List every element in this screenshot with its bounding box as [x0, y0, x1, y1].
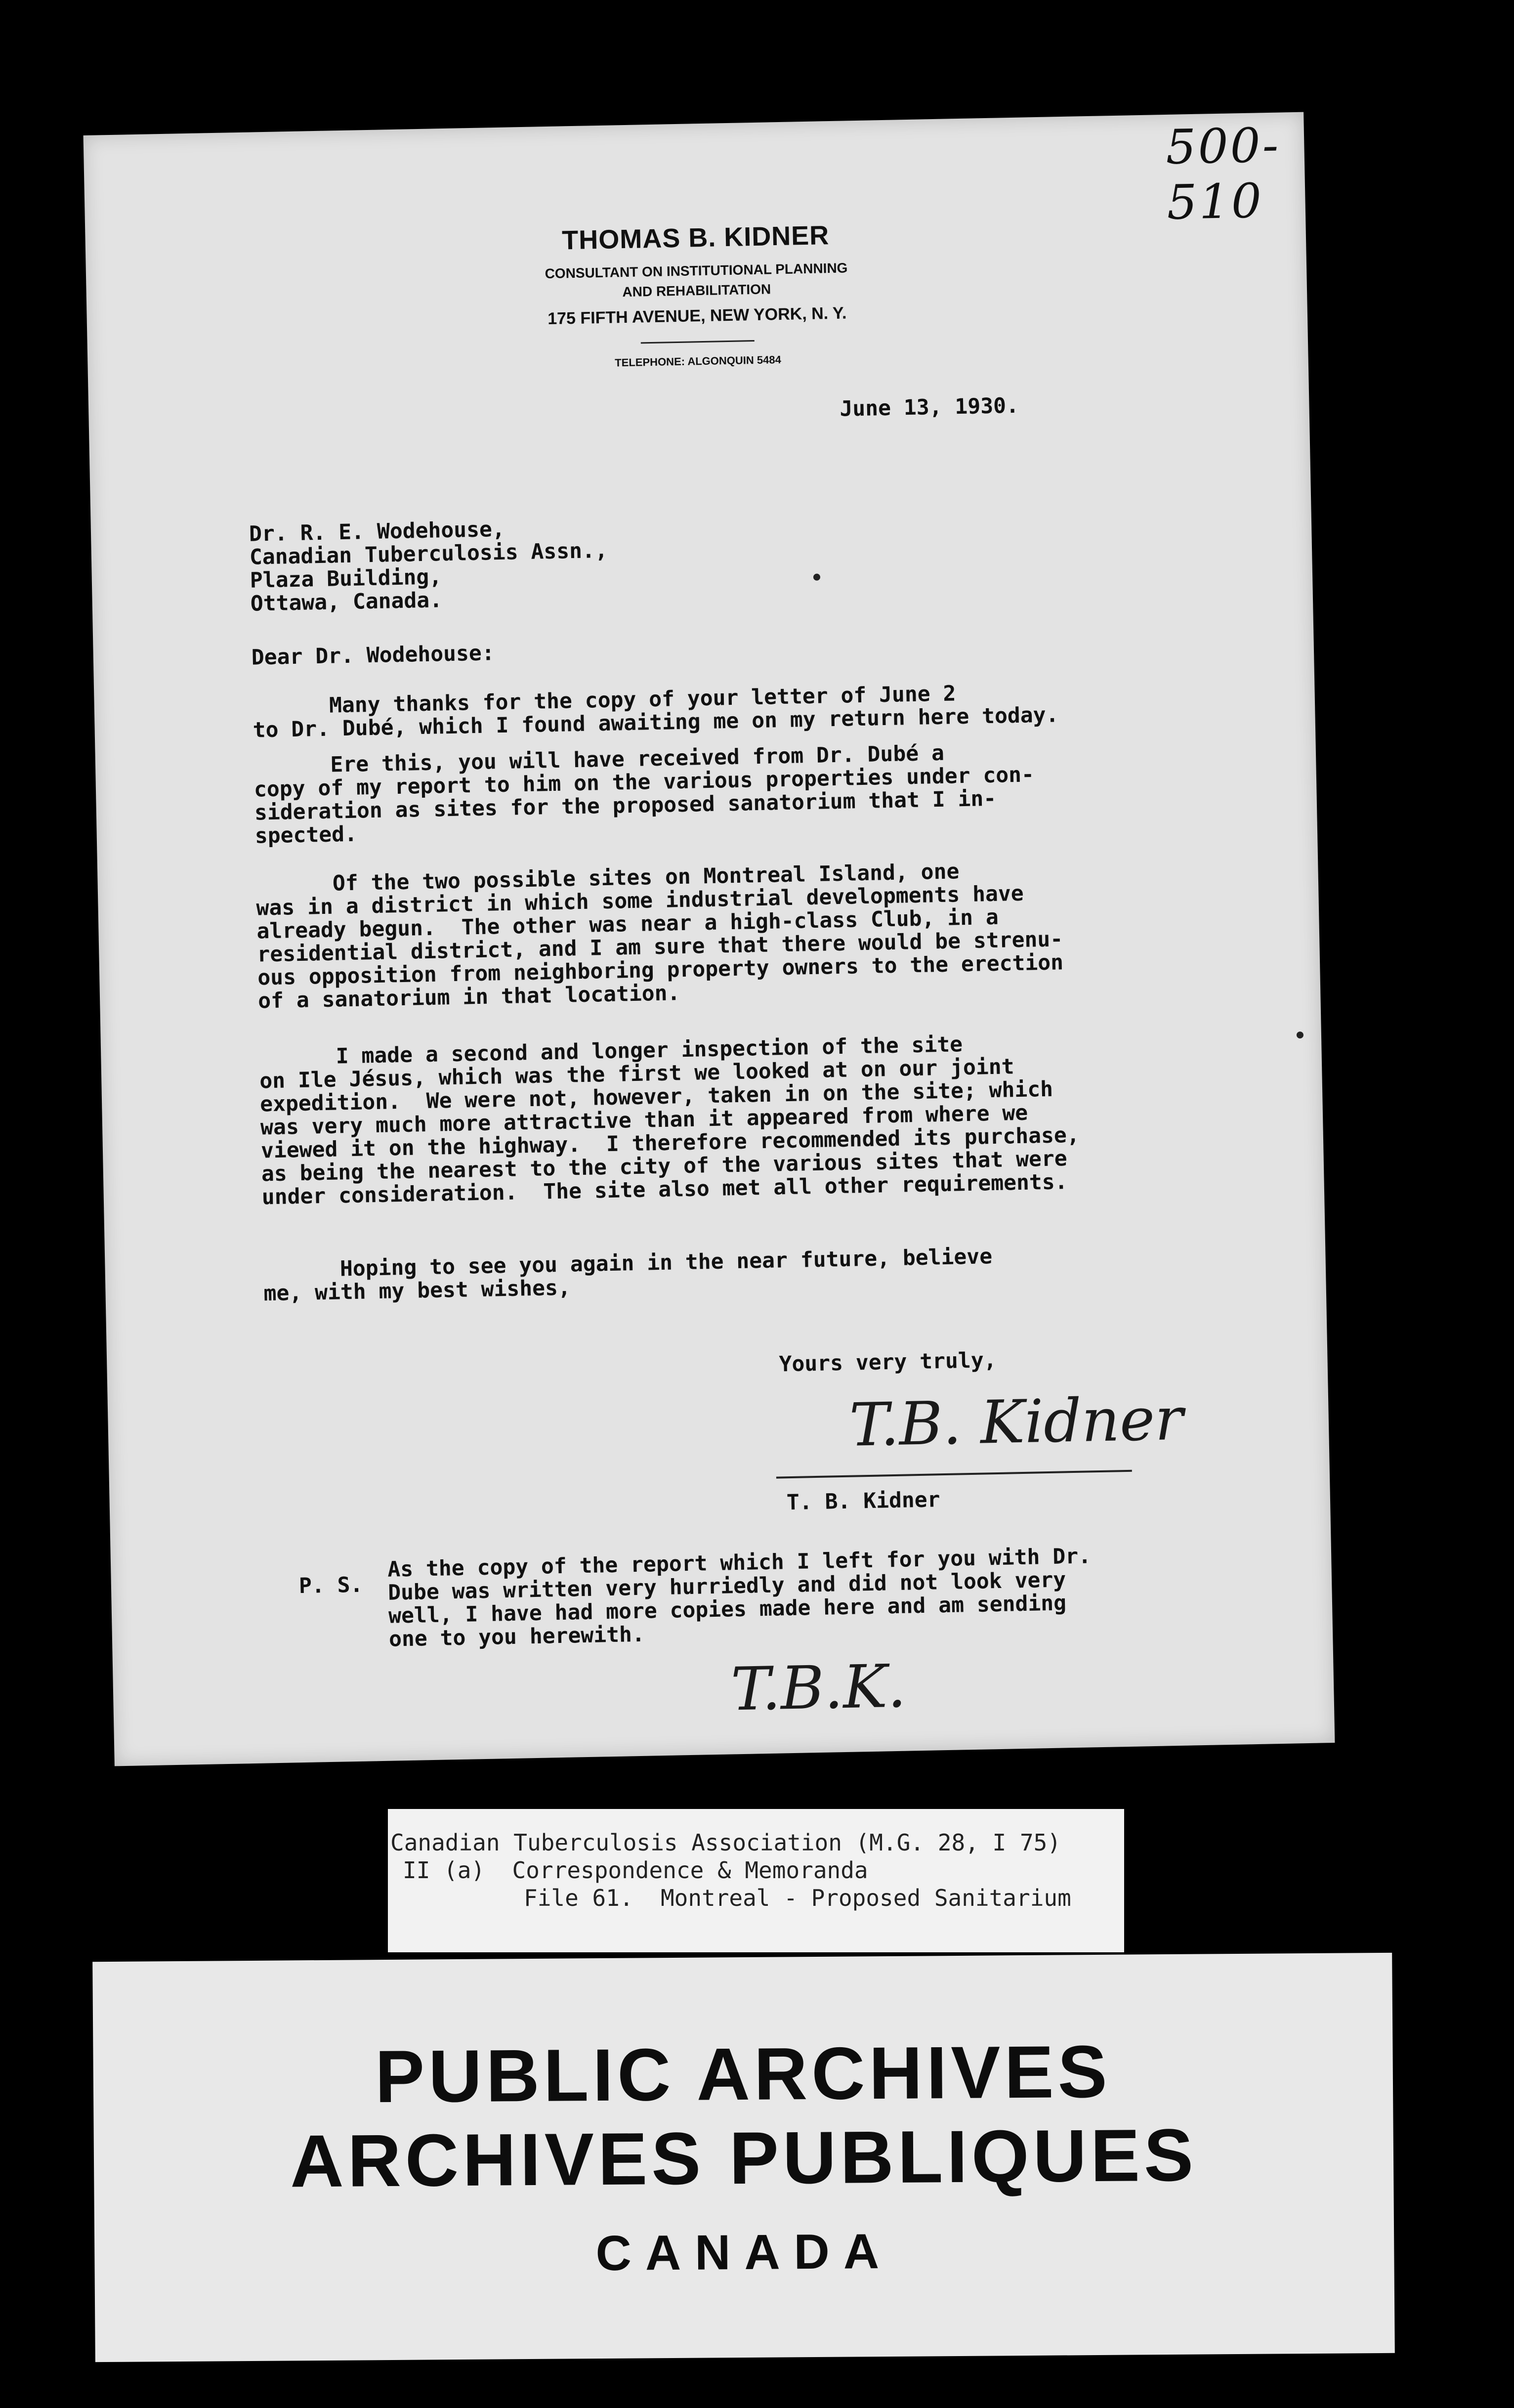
letter-date: June 13, 1930.: [839, 393, 1019, 422]
ink-speck: [1297, 1032, 1304, 1038]
banner-public-archives: PUBLIC ARCHIVES: [375, 2029, 1112, 2118]
paragraph-5: Hoping to see you again in the near future, believe me, with my best wishes,: [263, 1244, 993, 1306]
archive-label-line1: Canadian Tuberculosis Association (M.G. 28, I 75): [390, 1829, 1061, 1856]
letterhead-address: 175 FIFTH AVENUE, NEW YORK, N. Y.: [547, 303, 847, 329]
letterhead-name: THOMAS B. KIDNER: [561, 220, 830, 256]
banner-canada: CANADA: [595, 2223, 893, 2281]
paragraph-1: Many thanks for the copy of your letter of June 2 to Dr. Dubé, which I found awaiting me on my return here today.: [252, 681, 1059, 743]
postscript-label: P. S.: [298, 1572, 363, 1599]
letterhead-title-line1: CONSULTANT ON INSTITUTIONAL PLANNING: [545, 260, 848, 282]
archive-label-line3: File 61. Montreal - Proposed Sanitarium: [524, 1885, 1071, 1911]
postscript-text: As the copy of the report which I left for you with Dr. Dube was written very hurriedly and did not look very well, I have had more copies made here and am sending one to you herewith.: [387, 1544, 1092, 1652]
signature-line: [776, 1470, 1132, 1479]
handwritten-initials: T.B.K.: [730, 1652, 907, 1724]
banner-archives-publiques: ARCHIVES PUBLIQUES: [290, 2113, 1198, 2203]
paragraph-3: Of the two possible sites on Montreal Island, one was in a district in which some industrial developments have already begun. The other was near a high-class Club, in a residential district, and I am sure that there would be strenu- ous opposition from neighboring property owners to the erection of a sanatorium in that location.: [255, 859, 1064, 1014]
letterhead-divider: [641, 340, 755, 344]
paragraph-4: I made a second and longer inspection of the site on Ile Jésus, which was the first we looked at on our joint expedition. We were not, however, taken in on the site; which was very much more attractive than it appeared from where we viewed it on the highway. I therefore recommended its purchase, as being the nearest to the city of the various sites that were under consideration. The site also met all other requirements.: [258, 1032, 1080, 1210]
paragraph-2: Ere this, you will have received from Dr. Dubé a copy of my report to him on the various properties under con- sideration as sites for the proposed sanatorium that I in- spected.: [253, 740, 1035, 849]
typed-signer-name: T. B. Kidner: [786, 1487, 941, 1515]
archive-reference-label: [388, 1809, 1124, 1952]
salutation: Dear Dr. Wodehouse:: [251, 641, 495, 670]
recipient-address: Dr. R. E. Wodehouse, Canadian Tuberculosis Assn., Plaza Building, Ottawa, Canada.: [249, 516, 608, 616]
letterhead-title-line2: AND REHABILITATION: [622, 281, 771, 300]
letterhead-telephone: TELEPHONE: ALGONQUIN 5484: [615, 353, 782, 369]
reference-number: 500-510: [1165, 117, 1281, 230]
handwritten-signature: T.B. Kidner: [848, 1384, 1184, 1460]
closing: Yours very truly,: [779, 1347, 997, 1377]
archive-label-line2: II (a) Correspondence & Memoranda: [403, 1857, 868, 1884]
public-archives-banner: [92, 1953, 1395, 2362]
ink-speck: [813, 574, 820, 581]
letter-page: [84, 112, 1335, 1766]
